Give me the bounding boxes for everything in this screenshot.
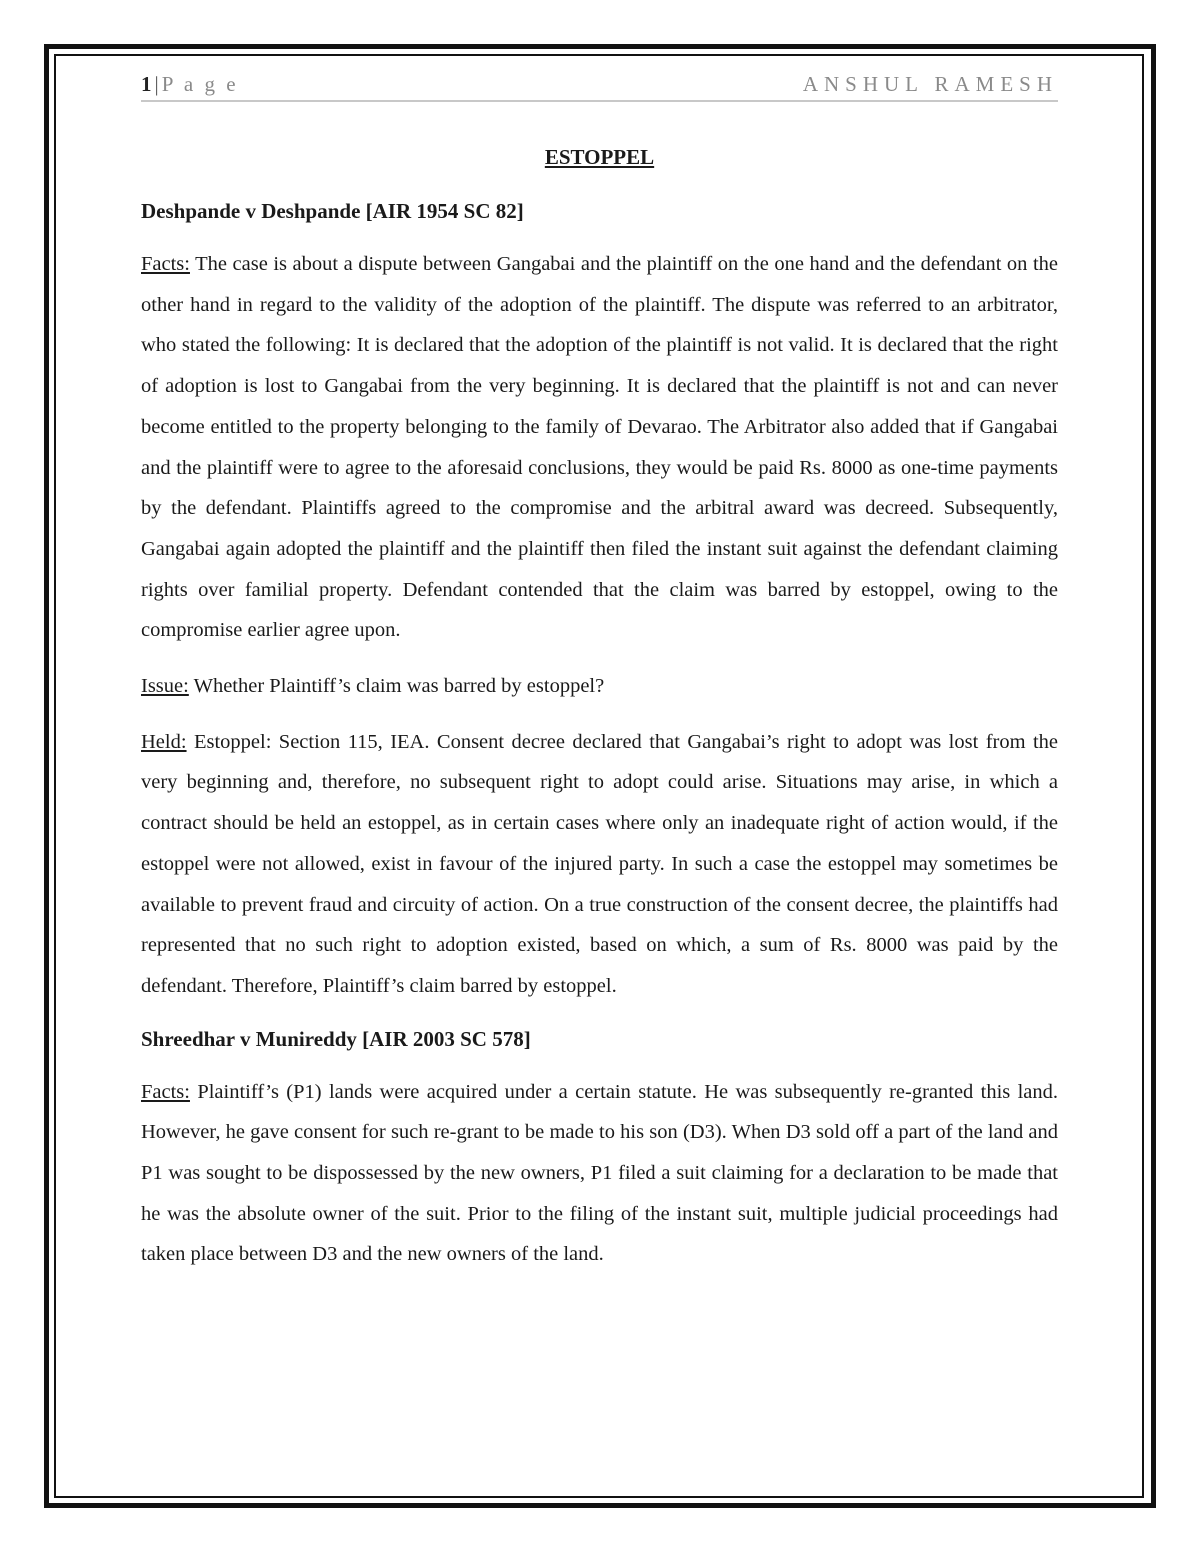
case-issue-paragraph [141, 666, 1058, 707]
case-facts-paragraph [141, 244, 1058, 651]
page-number-label [141, 72, 239, 97]
document-body [141, 140, 1058, 1290]
document-title: ESTOPPEL [544, 145, 655, 169]
issue-label: Issue: [141, 675, 189, 698]
case-heading: Deshpande v Deshpande [AIR 1954 SC 82] [141, 199, 524, 223]
facts-label: Facts: [141, 1080, 190, 1103]
case-heading: Shreedhar v Munireddy [AIR 2003 SC 578] [141, 1026, 531, 1051]
page-number: 1 [141, 72, 152, 96]
author-name: ANSHUL RAMESH [802, 72, 1058, 96]
facts-label: Facts: [141, 253, 190, 275]
issue-text: Whether Plaintiff’s claim was barred by estoppel? [193, 675, 605, 698]
page-header [141, 70, 1058, 102]
held-text: Estoppel: Section 115, IEA. Consent decree declared that Gangabai’s right to adopt was lost from the very beginning and, therefore, no subsequent right to adopt could arise. Situations may arise, in which a contract should be held an estoppel, as in certain cases where only an inadequate right of action would, if the estoppel were not allowed, exist in favour of the injured party. In such a case the estoppel may sometimes be available to prevent fraud and circuity of action. On a true construction of the consent decree, the plaintiffs had represented that no such right to adoption existed, based on which, a sum of Rs. 8000 was paid by the defendant. Therefore, Plaintiff’s claim barred by estoppel. [141, 730, 1058, 997]
facts-text: Plaintiff’s (P1) lands were acquired under a certain statute. He was subsequently re-granted this land. However, he gave consent for such re-grant to be made to his son (D3). When D3 sold off a part of the land and P1 was sought to be dispossessed by the new owners, P1 filed a suit claiming for a declaration to be made that he was the absolute owner of the suit. Prior to the filing of the instant suit, multiple judicial proceedings had taken place between D3 and the new owners of the land. [141, 1080, 1059, 1266]
case-facts-paragraph [141, 1072, 1058, 1276]
case-held-paragraph [141, 722, 1058, 1007]
page-word: P a g e [161, 72, 239, 96]
facts-text: The case is about a dispute between Gangabai and the plaintiff on the one hand and the defendant on the other hand in regard to the validity of the adoption of the plaintiff. The dispute was referred to an arbitrator, who stated the following: It is declared that the adoption of the plaintiff is not valid. It is declared that the right of adoption is lost to Gangabai from the very beginning. It is declared that the plaintiff is not and can never become entitled to the property belonging to the family of Devarao. The Arbitrator also added that if Gangabai and the plaintiff were to agree to the aforesaid conclusions, they would be paid Rs. 8000 as one-time payments by the defendant. Plaintiffs agreed to the compromise and the arbitral award was decreed. Subsequently, Gangabai again adopted the plaintiff and the plaintiff then filed the instant suit against the defendant claiming rights over familial property. Defendant contended that the claim was barred by estoppel, owing to the compromise earlier agree upon. [141, 253, 1058, 642]
header-separator: | [154, 72, 159, 96]
held-label: Held: [141, 730, 187, 753]
